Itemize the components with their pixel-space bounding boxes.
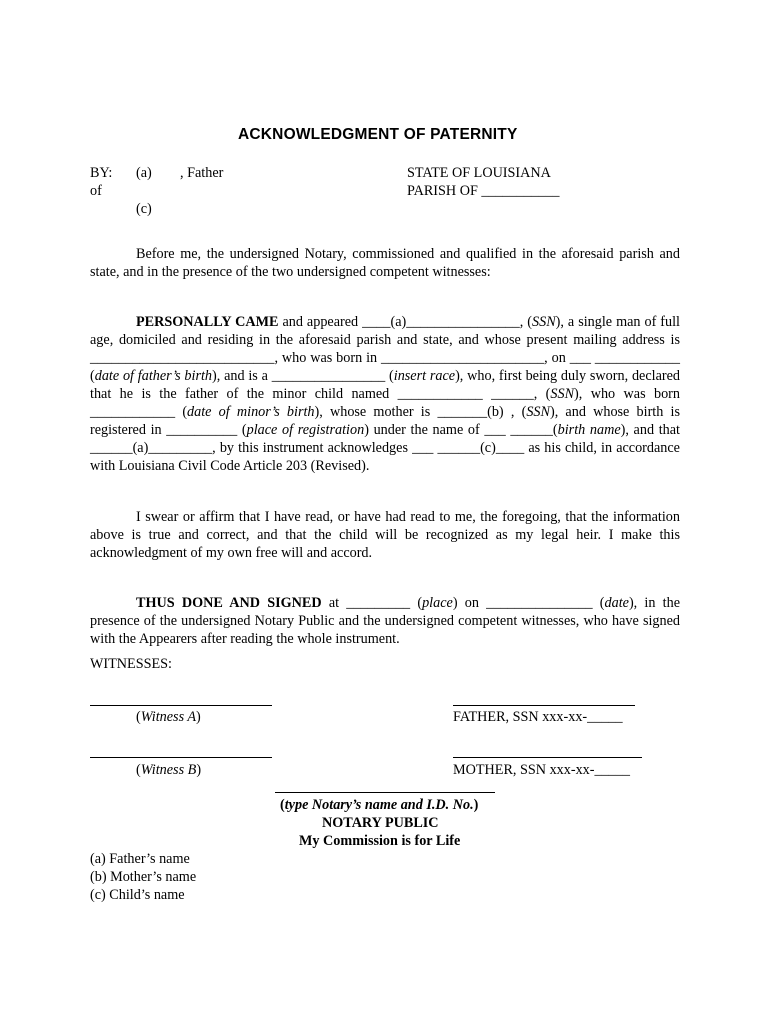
witness-b-caption: (Witness B) [136, 762, 202, 778]
notary-signature-line [275, 792, 495, 793]
mother-signature-line [453, 757, 642, 758]
witness-a-caption: (Witness A) [136, 709, 201, 725]
parish-field: PARISH OF ___________ [407, 183, 560, 199]
legend-item-mother: (b) Mother’s name [90, 869, 197, 885]
notary-name-caption: (type Notary’s name and I.D. No.) [280, 797, 479, 813]
father-ssn-caption: FATHER, SSN xxx-xx-_____ [453, 709, 623, 725]
witness-a-signature-line [90, 705, 272, 706]
legend-item-father: (a) Father’s name [90, 851, 190, 867]
legend-item-child: (c) Child’s name [90, 887, 185, 903]
intro-paragraph: Before me, the undersigned Notary, commissioned and qualified in the aforesaid parish and state, and in the presence of the two undersigned competent witnesses: [90, 246, 680, 280]
by-label: BY: [90, 165, 113, 181]
state-label: STATE OF LOUISIANA [407, 165, 551, 181]
page-title: ACKNOWLEDGMENT OF PATERNITY [238, 126, 518, 143]
father-label: , Father [180, 165, 224, 181]
witness-b-signature-line [90, 757, 272, 758]
body-paragraph: PERSONALLY CAME and appeared ____(a)________________, (SSN), a single man of full age, domiciled and residing in the aforesaid parish and state, and whose present mailing address is __________________________, who was born in _______________________, on ___ ____________ (date of father’s birth), and is a ________________ (insert race), who, first being duly sworn, declared that he is the father of the minor child named ____________ ______, (SSN), who was born ____________ (date of minor’s birth), whose mother is _______(b) , (SSN), and whose birth is registered in __________ (place of registration) under the name of ___ ______(birth name), and that ______(a)_________, by this instrument acknowledges ___ ______(c)____ as his child, in accordance with Louisiana Civil Code Article 203 (Revised). [90, 314, 680, 474]
witnesses-label: WITNESSES: [90, 656, 172, 672]
mother-ssn-caption: MOTHER, SSN xxx-xx-_____ [453, 762, 630, 778]
child-placeholder-c: (c) [136, 201, 152, 217]
of-label: of [90, 183, 102, 199]
father-signature-line [453, 705, 635, 706]
swear-paragraph: I swear or affirm that I have read, or have had read to me, the foregoing, that the information above is true and correct, and that the child will be recognized as my legal heir. I make this acknowledgment of my own free will and accord. [90, 509, 680, 561]
notary-public-label: NOTARY PUBLIC [322, 815, 439, 831]
signed-paragraph: THUS DONE AND SIGNED at _________ (place) on _______________ (date), in the presence of the undersigned Notary Public and the undersigned competent witnesses, who have signed with the Appearers after reading the whole instrument. [90, 595, 681, 647]
notary-commission-label: My Commission is for Life [299, 833, 461, 849]
father-placeholder-a: (a) [136, 165, 152, 181]
